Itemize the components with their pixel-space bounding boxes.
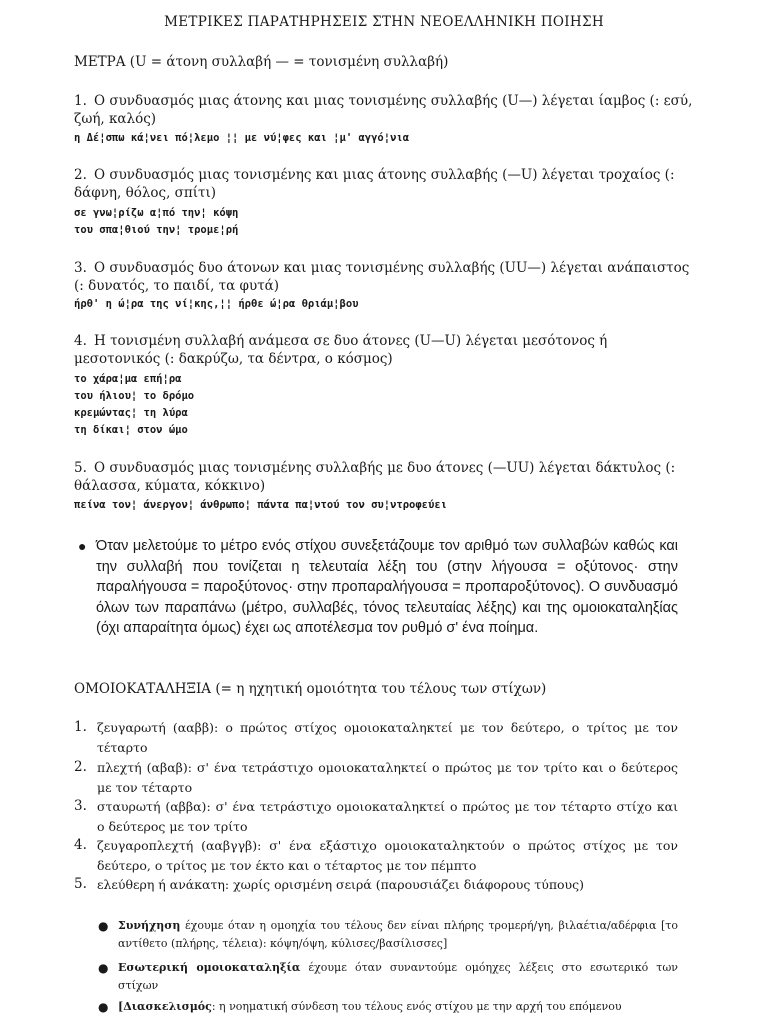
example-line: του ήλιου¦ το δρόμο: [74, 390, 195, 402]
meter-number: 1.: [74, 93, 87, 109]
meters-heading: ΜΕΤΡΑ (U = άτονη συλλαβή — = τονισμένη συλλαβή): [74, 54, 449, 70]
note-text: έχουμε όταν συναντούμε ομόηχες λέξεις στο εσωτερικό των στίχων: [118, 961, 678, 992]
meter-number: 4.: [74, 333, 87, 349]
rhyme-number: 3.: [74, 798, 87, 814]
rhyme-item: [74, 797, 678, 836]
note-consonance: [98, 917, 678, 953]
rhythm-paragraph: [78, 536, 678, 639]
example-line: η Δέ¦σπω κά¦νει πό¦λεμο ¦¦ με νύ¦φες και ¦μ' αγγό¦νια: [74, 132, 410, 144]
example-line: κρεμώντας¦ τη λύρα: [74, 407, 188, 419]
rhyme-number: 4.: [74, 837, 87, 853]
meter-example-anapest: [74, 296, 694, 313]
rhyme-item: [74, 875, 678, 895]
meter-text: Ο συνδυασμός μιας τονισμένης και μιας άτονης συλλαβής (—U) λέγεται τροχαίος (: δάφνη, θόλος, σπίτι): [74, 167, 675, 201]
note-text: : η νοηματική σύνδεση του τέλους ενός στίχου με την αρχή του επόμενου: [211, 1000, 622, 1013]
meter-example-iamb: [74, 130, 694, 147]
rhythm-text: Όταν μελετούμε το μέτρο ενός στίχου συνεξετάζουμε τον αριθμό των συλλαβών καθώς και την συλλαβή που τονίζεται η τελευταία λέξη του (στην λήγουσα = οξύτονος· στην παραλήγουσα = παροξύτονος· στην προπαραλήγουσα = προπαροξύτονος). Ο συνδυασμό όλων των παραπάνω (μέτρο, συλλαβές, τόνος τελευταίας λέξης) και της ομοιοκαταληξίας (όχι απαραίτητα όμως) έχει ως αποτέλεσμα τον ρυθμό σ' ένα ποίημα.: [96, 538, 678, 636]
note-enjambment: [98, 998, 678, 1016]
note-term: [Διασκελισμός: [118, 1000, 212, 1013]
meter-text: Η τονισμένη συλλαβή ανάμεσα σε δυο άτονες (U—U) λέγεται μεσότονος ή μεσοτονικός (: δακρύζω, τα δέντρα, ο κόσμος): [74, 333, 608, 367]
meter-text: Ο συνδυασμός μιας τονισμένης συλλαβής με δυο άτονες (—UU) λέγεται δάκτυλος (: θάλασσα, κύματα, κόκκινο): [74, 460, 676, 494]
document-title: ΜΕΤΡΙΚΕΣ ΠΑΡΑΤΗΡΗΣΕΙΣ ΣΤΗΝ ΝΕΟΕΛΛΗΝΙΚΗ ΠΟΙΗΣΗ: [164, 14, 604, 30]
meter-item-mesotonic: [74, 332, 694, 368]
bullet-icon: ●: [78, 538, 87, 554]
rhyme-item: [74, 758, 678, 797]
meter-example-trochee: [74, 205, 694, 239]
rhyme-number: 2.: [74, 759, 87, 775]
rhyme-text: ζευγαρωτή (ααββ): ο πρώτος στίχος ομοιοκαταληκτεί με τον δεύτερο, ο τρίτος με τον τέταρτο: [97, 720, 678, 755]
meter-item-anapest: [74, 259, 694, 295]
rhyme-text: σταυρωτή (αββα): σ' ένα τετράστιχο ομοιοκαταληκτεί ο πρώτος με τον τέταρτο στίχο και ο δεύτερος με τον τρίτο: [97, 799, 678, 834]
bullet-icon: ●: [98, 1000, 109, 1014]
note-term: Συνήχηση: [118, 919, 181, 932]
meter-item-dactyl: [74, 459, 694, 495]
example-line: του σπα¦θιού την¦ τρομε¦ρή: [74, 224, 239, 236]
example-line: το χάρα¦μα επή¦ρα: [74, 373, 182, 385]
note-text: έχουμε όταν η ομοηχία του τέλους δεν είναι πλήρης τρομερή/γη, βιλαέτια/αδέρφια [το αντίθετο (πλήρης, τέλεια): κόψη/όψη, κύλισες/βασίλισσες]: [118, 919, 678, 950]
rhyme-text: ελεύθερη ή ανάκατη: χωρίς ορισμένη σειρά (παρουσιάζει διάφορους τύπους): [97, 877, 585, 892]
rhyme-item: [74, 836, 678, 875]
meter-item-iamb: [74, 92, 694, 128]
meter-number: 2.: [74, 167, 87, 183]
meter-example-dactyl: [74, 497, 694, 514]
rhyme-heading: ΟΜΟΙΟΚΑΤΑΛΗΞΙΑ (= η ηχητική ομοιότητα του τέλους των στίχων): [74, 681, 547, 697]
meter-text: Ο συνδυασμός μιας άτονης και μιας τονισμένης συλλαβής (U—) λέγεται ίαμβος (: εσύ, ζωή, καλός): [74, 93, 693, 127]
rhyme-text: ζευγαροπλεχτή (ααβγγβ): σ' ένα εξάστιχο ομοιοκαταληκτούν ο πρώτος στίχος με τον δεύτερο, ο τρίτος με τον έκτο και ο τέταρτος με τον πέμπτο: [97, 838, 678, 873]
example-line: πείνα τον¦ άνεργον¦ άνθρωπο¦ πάντα πα¦ντού τον συ¦ντροφεύει: [74, 499, 447, 511]
rhyme-number: 1.: [74, 719, 87, 735]
example-line: τη δίκαι¦ στον ώμο: [74, 424, 188, 436]
meter-number: 5.: [74, 460, 87, 476]
rhyme-item: [74, 718, 678, 757]
meter-text: Ο συνδυασμός δυο άτονων και μιας τονισμένης συλλαβής (UU—) λέγεται ανάπαιστος (: δυνατός, το παιδί, τα φυτά): [74, 260, 690, 294]
example-line: ήρθ' η ώ¦ρα της νί¦κης,¦¦ ήρθε ώ¦ρα θριάμ¦βου: [74, 298, 359, 310]
rhyme-number: 5.: [74, 876, 87, 892]
rhyme-text: πλεχτή (αβαβ): σ' ένα τετράστιχο ομοιοκαταληκτεί ο πρώτος με τον τρίτο και ο δεύτερος με τον τέταρτο: [97, 760, 678, 795]
meter-number: 3.: [74, 260, 87, 276]
meter-item-trochee: [74, 166, 694, 202]
meter-example-mesotonic: [74, 371, 694, 439]
bullet-icon: ●: [98, 919, 109, 933]
example-line: σε γνω¦ρίζω α¦πό την¦ κόψη: [74, 207, 239, 219]
note-term: Εσωτερική ομοιοκαταληξία: [118, 961, 301, 974]
note-internal-rhyme: [98, 959, 678, 995]
bullet-icon: ●: [98, 961, 109, 975]
